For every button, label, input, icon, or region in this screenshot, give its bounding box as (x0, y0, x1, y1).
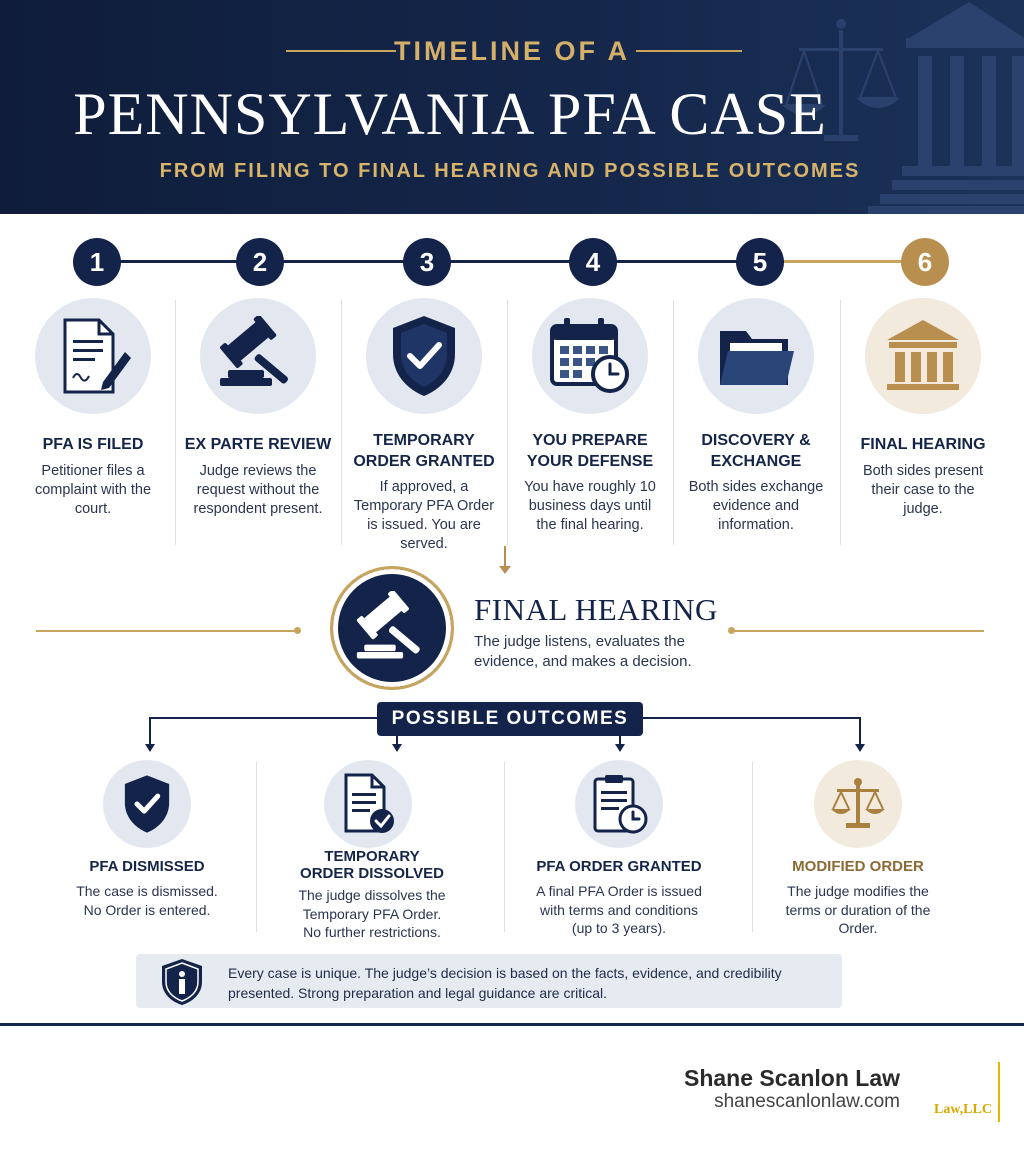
outcome-description: The case is dismissed. No Order is entered. (76, 883, 218, 918)
footer-divider (0, 1023, 1024, 1026)
outcome-card-dismissed (27, 758, 267, 938)
step-card-discovery (673, 296, 839, 546)
step-icon-circle (698, 298, 814, 414)
page-subtitle: FROM FILING TO FINAL HEARING AND POSSIBLE OUTCOMES (159, 160, 861, 182)
step-icon-circle (200, 298, 316, 414)
final-hearing-dot-left (294, 627, 301, 634)
step-description: Both sides present their case to the judge. (862, 463, 984, 517)
step-title: YOU PREPARE YOUR DEFENSE (526, 432, 654, 470)
final-hearing-description: The judge listens, evaluates the evidence, and makes a decision. (474, 633, 692, 670)
step-icon-circle (366, 298, 482, 414)
step-icon-circle (532, 298, 648, 414)
outcome-card-order-granted (499, 758, 739, 938)
step-title: PFA IS FILED (42, 436, 144, 453)
step-number-1: 1 (73, 238, 121, 286)
document-check-icon (340, 773, 396, 835)
shield-check-icon (389, 314, 459, 398)
final-hearing-title: FINAL HEARING (474, 592, 718, 627)
outcome-icon-circle (814, 760, 902, 848)
header-kicker: TIMELINE OF A (394, 36, 630, 66)
step-title: TEMPORARY ORDER GRANTED (353, 432, 495, 470)
step-card-ex-parte (175, 296, 341, 546)
final-hearing-dot-right (728, 627, 735, 634)
gavel-icon (216, 316, 300, 396)
final-hearing-badge (330, 566, 454, 690)
document-pen-icon (55, 316, 131, 396)
timeline-connector (120, 260, 790, 263)
info-note (136, 954, 842, 1008)
brand-name: Shane Scanlon Law (684, 1065, 900, 1091)
header-banner (0, 0, 1024, 214)
brand-logo-llc: Law,LLC (934, 1102, 992, 1117)
outcome-icon-circle (324, 760, 412, 848)
outcome-description: The judge dissolves the Temporary PFA Order. No further restrictions. (298, 887, 446, 940)
step-number-2: 2 (236, 238, 284, 286)
down-arrow-icon (497, 546, 513, 576)
step-card-prepare-defense (507, 296, 673, 546)
possible-outcomes-label: POSSIBLE OUTCOMES (377, 702, 643, 736)
folder-icon (716, 321, 796, 391)
step-title: DISCOVERY & EXCHANGE (701, 432, 811, 470)
info-shield-icon (160, 958, 204, 1006)
shield-check-icon (122, 774, 172, 834)
step-description: You have roughly 10 business days until the final hearing. (524, 479, 656, 533)
step-number-6: 6 (901, 238, 949, 286)
info-note-text: Every case is unique. The judge’s decision is based on the facts, evidence, and credibility presented. Strong preparation and legal guidance are critical. (228, 965, 782, 1001)
step-description: Both sides exchange evidence and information. (688, 479, 824, 533)
step-title: EX PARTE REVIEW (184, 436, 332, 453)
step-description: Judge reviews the request without the respondent present. (193, 463, 323, 517)
step-number-3: 3 (403, 238, 451, 286)
step-icon-circle (865, 298, 981, 414)
outcome-card-modified (738, 758, 978, 938)
timeline-connector-final (784, 260, 904, 263)
outcome-title: MODIFIED ORDER (792, 858, 924, 875)
courthouse-icon (883, 316, 963, 396)
outcome-description: The judge modifies the terms or duration of the Order. (785, 883, 931, 936)
page-title: PENNSYLVANIA PFA CASE (73, 81, 827, 147)
outcome-card-dissolved (252, 758, 492, 938)
scales-icon (829, 777, 887, 831)
step-card-final-hearing (840, 296, 1006, 546)
brand-url[interactable]: shanescanlonlaw.com (714, 1091, 900, 1112)
calendar-clock-icon (548, 316, 632, 396)
outcome-title: PFA DISMISSED (89, 858, 205, 875)
final-hearing-line-right (732, 630, 984, 632)
step-description: If approved, a Temporary PFA Order is issued. You are served. (353, 479, 495, 552)
step-number-5: 5 (736, 238, 784, 286)
step-title: FINAL HEARING (860, 436, 986, 453)
gavel-icon (352, 591, 432, 665)
outcome-description: A final PFA Order is issued with terms and conditions (up to 3 years). (536, 883, 702, 936)
outcome-icon-circle (103, 760, 191, 848)
outcome-title: TEMPORARY ORDER DISSOLVED (300, 848, 444, 882)
step-card-temporary-order (341, 296, 507, 552)
step-card-filed (10, 296, 176, 546)
outcome-icon-circle (575, 760, 663, 848)
step-description: Petitioner files a complaint with the court. (34, 463, 152, 517)
step-number-4: 4 (569, 238, 617, 286)
outcome-title: PFA ORDER GRANTED (536, 858, 702, 875)
clipboard-clock-icon (589, 773, 649, 835)
final-hearing-line-left (36, 630, 298, 632)
brand-accent-bar (998, 1062, 1000, 1122)
step-icon-circle (35, 298, 151, 414)
